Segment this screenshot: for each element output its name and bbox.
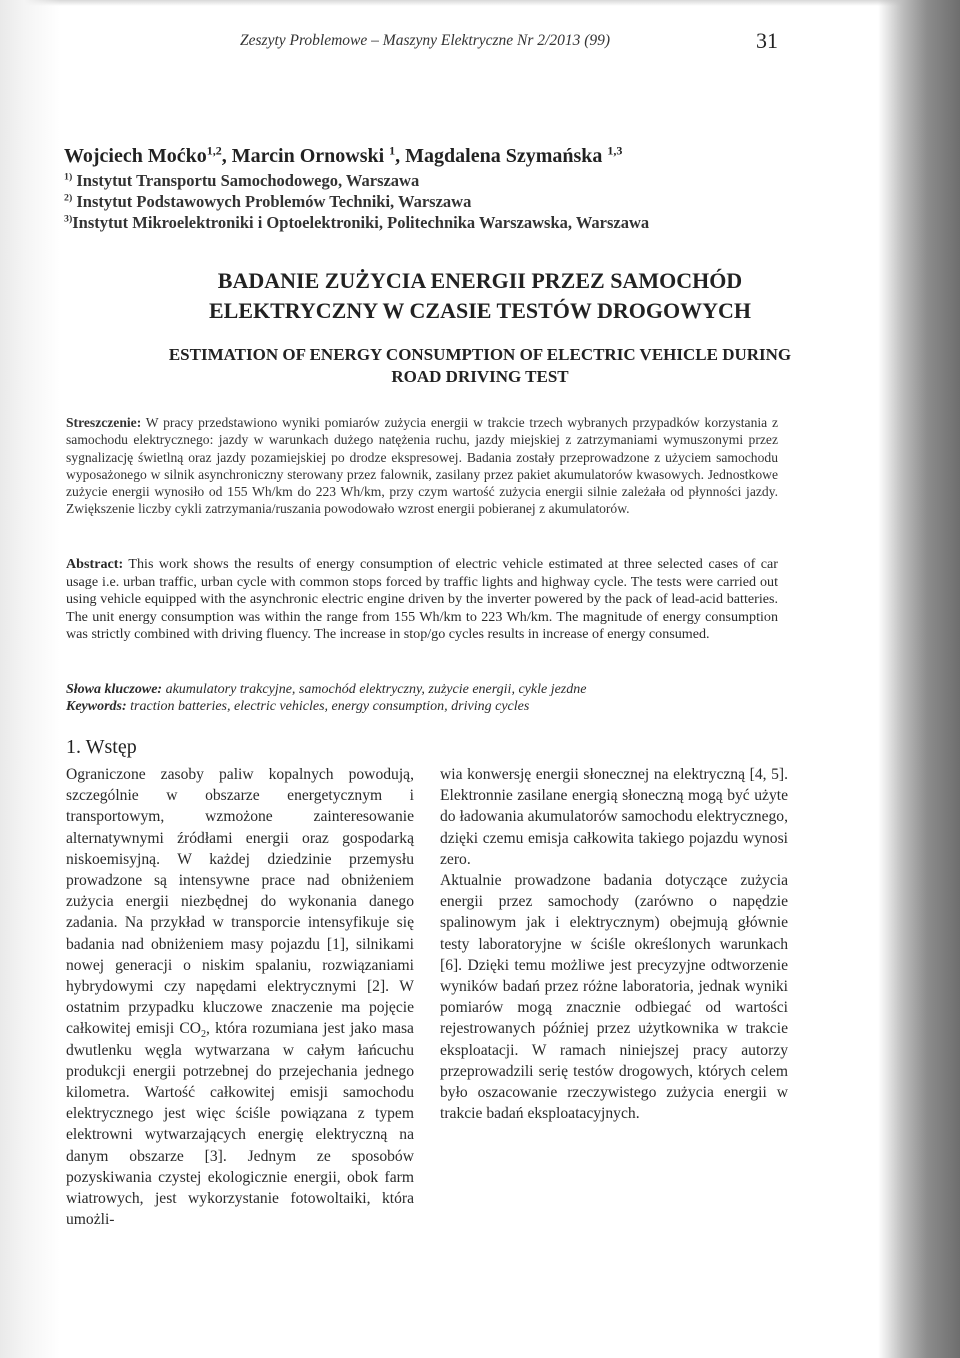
author-2-affil: 1 (389, 143, 396, 158)
title-english (60, 344, 900, 388)
abstract-text: This work shows the results of energy consumption of electric vehicle estimated at three selected cases of car usage i.e. urban traffic, urban cycle with common stops forced by traffic lights and highway cycle. The tests were carried out using vehicle equipped with the asynchronic electric engine driven by the inverter powered by the pack of lead-acid batteries. The unit energy consumption was within the range from 155 Wh/km to 223 Wh/km. The magnitude of energy consumption was strictly combined with driving fluency. The increase in stop/go cycles results in increase of energy consumed. (66, 556, 778, 643)
section-title: 1. Wstęp (66, 736, 137, 758)
left-column-text-1: Ograniczone zasoby paliw kopalnych powodują, szczególnie w obszarze energetycznym i transportowym, wzmożone zainteresowanie alternatywnymi źródłami energii oraz gospodarką niskoemisyjną. W każdej dziedzinie przemysłu prowadzone są intensywne prace nad obniżeniem zużycia energii niezbędnej do wykonania danego zadania. Na przykład w transporcie intensyfikuje się badania nad obniżeniem masy pojazdu [1], silnikami nowej generacji o niskim spalaniu, rozwiązaniami hybrydowymi czy napędami elektrycznymi [2]. W ostatnim przypadku kluczowe znaczenie ma pojęcie całkowitej emisji CO (66, 766, 414, 1038)
title-english-line-2: ROAD DRIVING TEST (391, 367, 569, 386)
journal-header: Zeszyty Problemowe – Maszyny Elektryczne Nr 2/2013 (99) (240, 32, 611, 49)
scan-shadow-top (0, 0, 960, 6)
author-separator-1: , Marcin Ornowski (221, 145, 390, 167)
scan-shadow-right (878, 0, 960, 1358)
author-3-affil: 1,3 (607, 143, 623, 158)
left-column-paragraph (66, 764, 414, 1230)
streszczenie-text: W pracy przedstawiono wyniki pomiarów zużycia energii w trakcie trzech wybranych przypadków korzystania z samochodu elektrycznego: jazdy w warunkach dużego natężenia ruchu, jazdy miejskiej z zatrzymaniami wymuszonymi przez sygnalizację świetlną oraz jazdy pozamiejskiej po drodze ekspresowej. Badania zostały przeprowadzone z użyciem samochodu wyposażonego w silnik asynchroniczny sterowany przez falownik, zasilany przez pakiet akumulatorów kwasowych. Jednostkowe zużycie energii wynosiło od 155 Wh/km do 223 Wh/km, przy czym wartość zużycia energii silnie zależała od płynności jazdy. Zwiększenie liczby cykli zatrzymania/ruszania powodowało wzrost energii pobieranej z akumulatorów. (66, 415, 778, 517)
keywords-english (66, 699, 778, 715)
abstract-label: Abstract: (66, 556, 124, 572)
affiliation-3-text: Instytut Mikroelektroniki i Optoelektroniki, Politechnika Warszawska, Warszawa (72, 213, 650, 232)
title-polish-line-1: BADANIE ZUŻYCIA ENERGII PRZEZ SAMOCHÓD (217, 268, 743, 293)
right-column-paragraph-2: Aktualnie prowadzone badania dotyczące zużycia energii przez samochody (zarówno o napędzie spalinowym jak i elektrycznym) obejmują głównie testy laboratoryjne w ściśle określonych warunkach [6]. Dzięki temu możliwe jest precyzyjne odtworzenie wyników badań przez różne laboratoria, jednak wyniki pomiarów mogą znacznie odbiegać od wartości rejestrowanych później przez użytkownika w trakcie eksploatacji. W ramach niniejszej pracy autorzy przeprowadzili serię testów drogowych, których celem było oszacowanie rzeczywistego zużycia energii w trakcie badań eksploatacyjnych. (440, 872, 788, 1123)
keywords-polish (66, 682, 778, 698)
title-polish-line-2: ELEKTRYCZNY W CZASIE TESTÓW DROGOWYCH (208, 298, 752, 323)
keywords-polish-text: akumulatory trakcyjne, samochód elektryczny, zużycie energii, cykle jezdne (162, 682, 587, 697)
affiliation-1 (64, 171, 419, 191)
keywords-english-text: traction batteries, electric vehicles, energy consumption, driving cycles (126, 699, 530, 714)
streszczenie-label: Streszczenie: (66, 415, 142, 430)
abstract-paragraph (66, 556, 778, 644)
co2-subscript: 2 (200, 1029, 207, 1041)
affiliation-1-text: Instytut Transportu Samochodowego, Warszawa (72, 171, 420, 190)
author-separator-2: , Magdalena Szymańska (395, 145, 608, 167)
author-1-affil: 1,2 (206, 143, 222, 158)
right-column-paragraph-1: wia konwersję energii słonecznej na elektryczną [4, 5]. Elektronnie zasilane energią słoneczną mogą być użyte do ładowania akumulatorów samochodu elektrycznego, dzięki czemu emisja całkowita takiego pojazdu wynosi zero. (440, 766, 788, 868)
page-number: 31 (756, 28, 778, 53)
left-column (66, 764, 414, 1230)
left-column-text-2: , która rozumiana jest jako masa dwutlenku węgla wytwarzana w całym łańcuchu produkcji energii potrzebnej do przejechania jednego kilometra. Wartość całkowitej emisji samochodu elektrycznego jest więc ściśle powiązana z typem elektrowni wytwarzających energię elektryczną na danym obszarze [3]. Jednym ze sposobów pozyskiwania czystej ekologicznie energii, obok farm wiatrowych, jest wykorzystanie fotowoltaiki, która umożli- (66, 1020, 414, 1229)
authors-line (64, 145, 622, 168)
affiliation-2-number: 2) (64, 192, 73, 204)
affiliation-1-number: 1) (64, 171, 73, 183)
title-polish (80, 266, 880, 326)
streszczenie-paragraph (66, 414, 778, 518)
affiliation-2-text: Instytut Podstawowych Problemów Techniki, Warszawa (72, 192, 472, 211)
author-1: Wojciech Moćko (64, 145, 207, 167)
affiliation-3-number: 3) (64, 213, 73, 225)
keywords-english-label: Keywords: (66, 699, 127, 714)
title-english-line-1: ESTIMATION OF ENERGY CONSUMPTION OF ELECTRIC VEHICLE DURING (168, 345, 792, 364)
keywords-polish-label: Słowa kluczowe: (66, 682, 163, 697)
right-column (440, 764, 788, 1124)
scan-shadow-left (0, 0, 60, 1358)
affiliation-2 (64, 192, 471, 212)
affiliation-3 (64, 213, 649, 233)
